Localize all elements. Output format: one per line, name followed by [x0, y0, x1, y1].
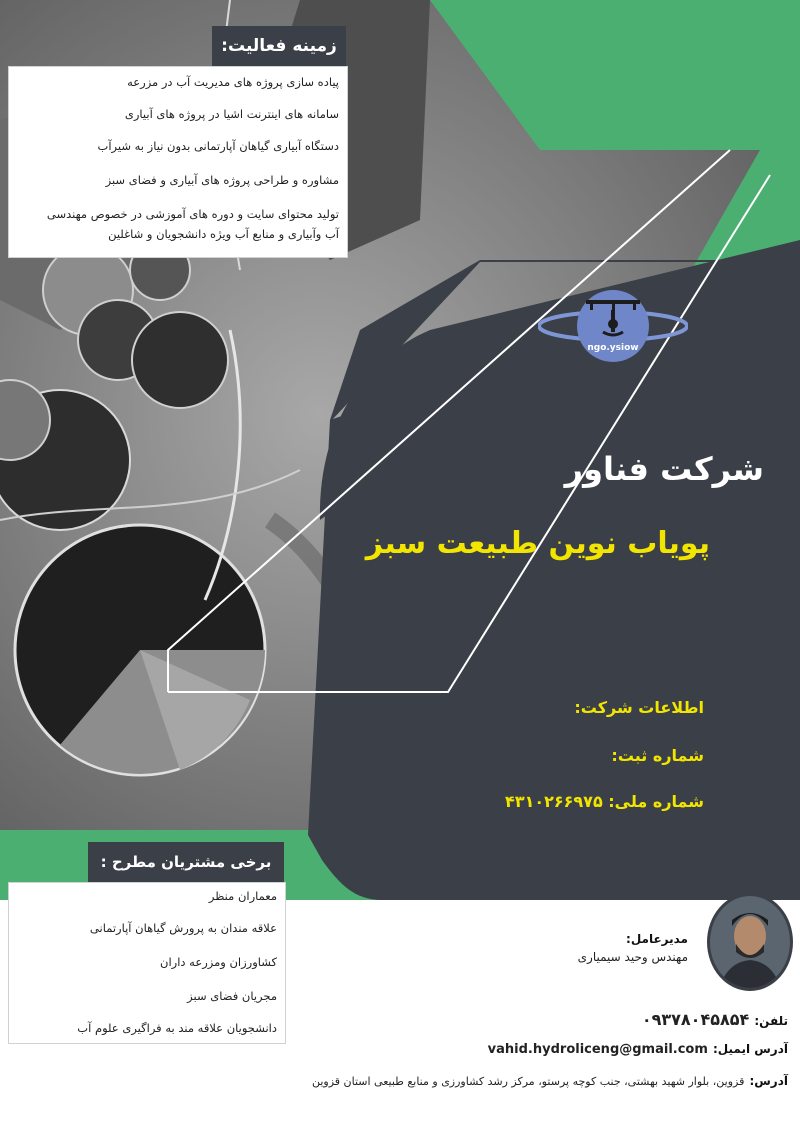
company-subtitle: پویاب نوین طبیعت سبز — [365, 526, 710, 561]
list-item: آب وآبیاری و منابع آب ویژه دانشجویان و شاغلین — [108, 227, 339, 241]
info-heading: اطلاعات شرکت: — [574, 698, 704, 717]
ceo-photo — [706, 892, 794, 992]
list-item: مشاوره و طراحی پروژه های آبیاری و فضای سبز — [105, 173, 339, 187]
customers-list — [8, 882, 286, 1044]
list-item: دانشجویان علاقه مند به فراگیری علوم آب — [77, 1021, 277, 1035]
address-row — [312, 1070, 788, 1089]
list-item: معماران منظر — [208, 889, 277, 903]
address-label: آدرس: — [749, 1074, 788, 1088]
list-item: مجریان فضای سبز — [187, 989, 277, 1003]
list-item: سامانه های اینترنت اشیا در پروژه های آبیاری — [124, 107, 339, 121]
registration-number: شماره ثبت: — [611, 746, 704, 765]
phone-row — [642, 1010, 788, 1029]
list-item: پیاده سازی پروژه های مدیریت آب در مزرعه — [127, 75, 339, 89]
email-row — [488, 1038, 788, 1057]
company-name: شرکت فناور — [564, 450, 764, 488]
email-address: vahid.hydroliceng@gmail.com — [487, 1042, 708, 1057]
address-text: قزوین، بلوار شهید بهشتی، جنب کوچه پرستو، مرکز رشد کشاورزی و منابع طبیعی استان قزوین — [311, 1075, 745, 1088]
ceo-name: مهندس وحید سیمیاری — [577, 950, 688, 964]
logo-text: ngo.ysiow — [587, 343, 639, 353]
list-item: علاقه مندان به پرورش گیاهان آپارتمانی — [89, 921, 277, 935]
phone-number: ۰۹۳۷۸۰۴۵۸۵۴ — [641, 1010, 750, 1029]
customers-heading: برخی مشتریان مطرح : — [88, 842, 284, 882]
ceo-label: مدیرعامل: — [626, 932, 688, 946]
national-id: شماره ملی: ۴۳۱۰۲۶۶۹۷۵ — [505, 792, 704, 811]
list-item: دستگاه آبیاری گیاهان آپارتمانی بدون نیاز به شیرآب — [97, 139, 339, 153]
activities-heading: زمینه فعالیت: — [212, 26, 346, 66]
phone-label: تلفن: — [754, 1014, 788, 1028]
company-logo — [538, 288, 688, 364]
list-item: کشاورزان ومزرعه داران — [160, 955, 277, 969]
activities-list — [8, 66, 348, 258]
list-item: تولید محتوای سایت و دوره های آموزشی در خصوص مهندسی — [46, 207, 339, 221]
email-label: آدرس ایمیل: — [713, 1042, 788, 1056]
